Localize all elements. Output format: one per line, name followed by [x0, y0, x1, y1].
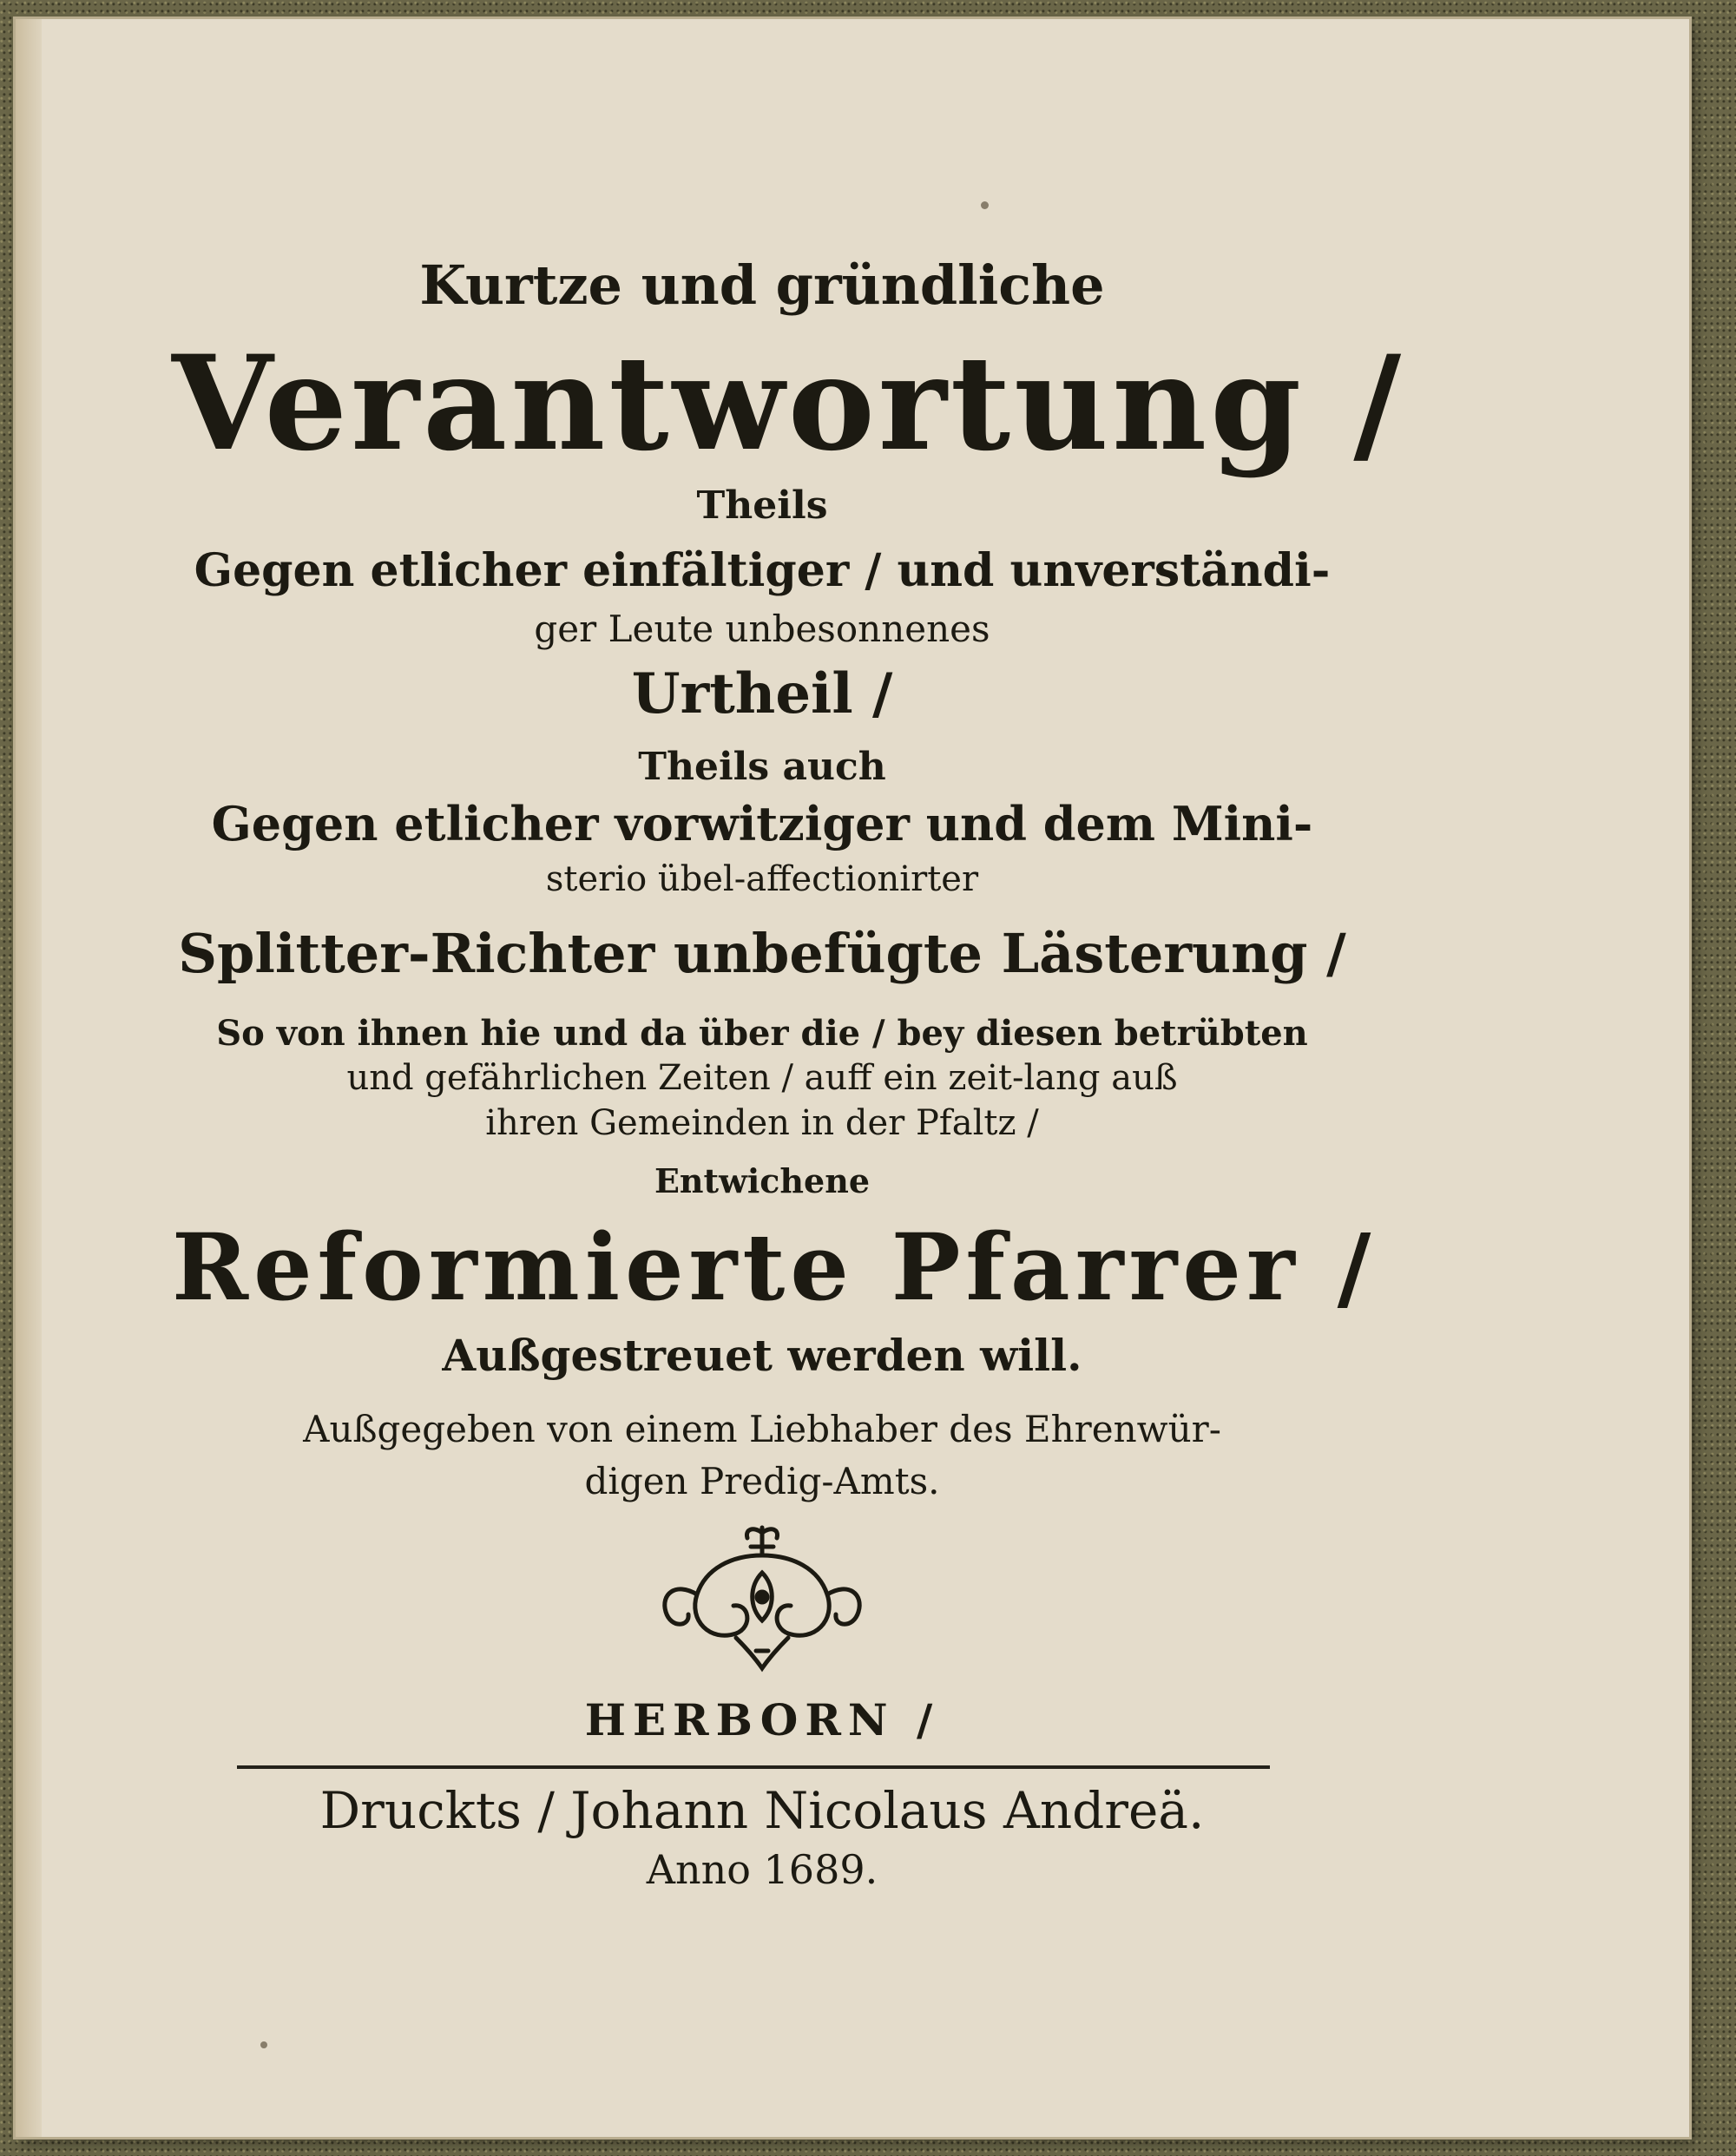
- printers-ornament-icon: [654, 1521, 871, 1673]
- line-ihren: ihren Gemeinden in der Pfaltz /: [485, 1103, 1039, 1143]
- line-urtheil: Urtheil /: [631, 661, 893, 726]
- line-aussgestreuet: Außgestreuet werden will.: [442, 1330, 1082, 1381]
- line-theils: Theils: [696, 483, 828, 528]
- line-aussgegeben: Außgegeben von einem Liebhaber des Ehrenwür-: [303, 1408, 1221, 1450]
- line-reformierte: Reformierte Pfarrer /: [172, 1213, 1377, 1321]
- line-druckts: Druckts / Johann Nicolaus Andreä.: [319, 1781, 1205, 1840]
- line-sterio: sterio übel-affectionirter: [545, 859, 979, 899]
- line-gegen-vorwitziger: Gegen etlicher vorwitziger und dem Mini-: [211, 796, 1313, 851]
- line-theils-auch: Theils auch: [638, 745, 886, 789]
- imprint-rule: [237, 1765, 1270, 1769]
- line-so-von: So von ihnen hie und da über die / bey diesen betrübten: [216, 1013, 1308, 1054]
- line-entwichene: Entwichene: [654, 1161, 871, 1200]
- paper-speck: [260, 2041, 267, 2048]
- line-anno: Anno 1689.: [646, 1846, 878, 1893]
- line-splitter: Splitter-Richter unbefügte Lästerung /: [178, 922, 1346, 985]
- line-digen: digen Predig-Amts.: [584, 1460, 940, 1502]
- paper-speck: [981, 201, 989, 209]
- line-kurtze: Kurtze und gründliche: [419, 253, 1105, 317]
- page-edge: [16, 19, 42, 2137]
- line-gegen-einfaeltiger: Gegen etlicher einfältiger / und unverständi-: [194, 544, 1331, 597]
- line-herborn: HERBORN /: [584, 1694, 940, 1745]
- line-verantwortung: Verantwortung /: [172, 327, 1405, 480]
- title-page: [16, 19, 1689, 2137]
- line-ger-leute: ger Leute unbesonnenes: [534, 608, 990, 650]
- line-und-gefaehrlichen: und gefährlichen Zeiten / auff ein zeit-lang auß: [346, 1058, 1178, 1098]
